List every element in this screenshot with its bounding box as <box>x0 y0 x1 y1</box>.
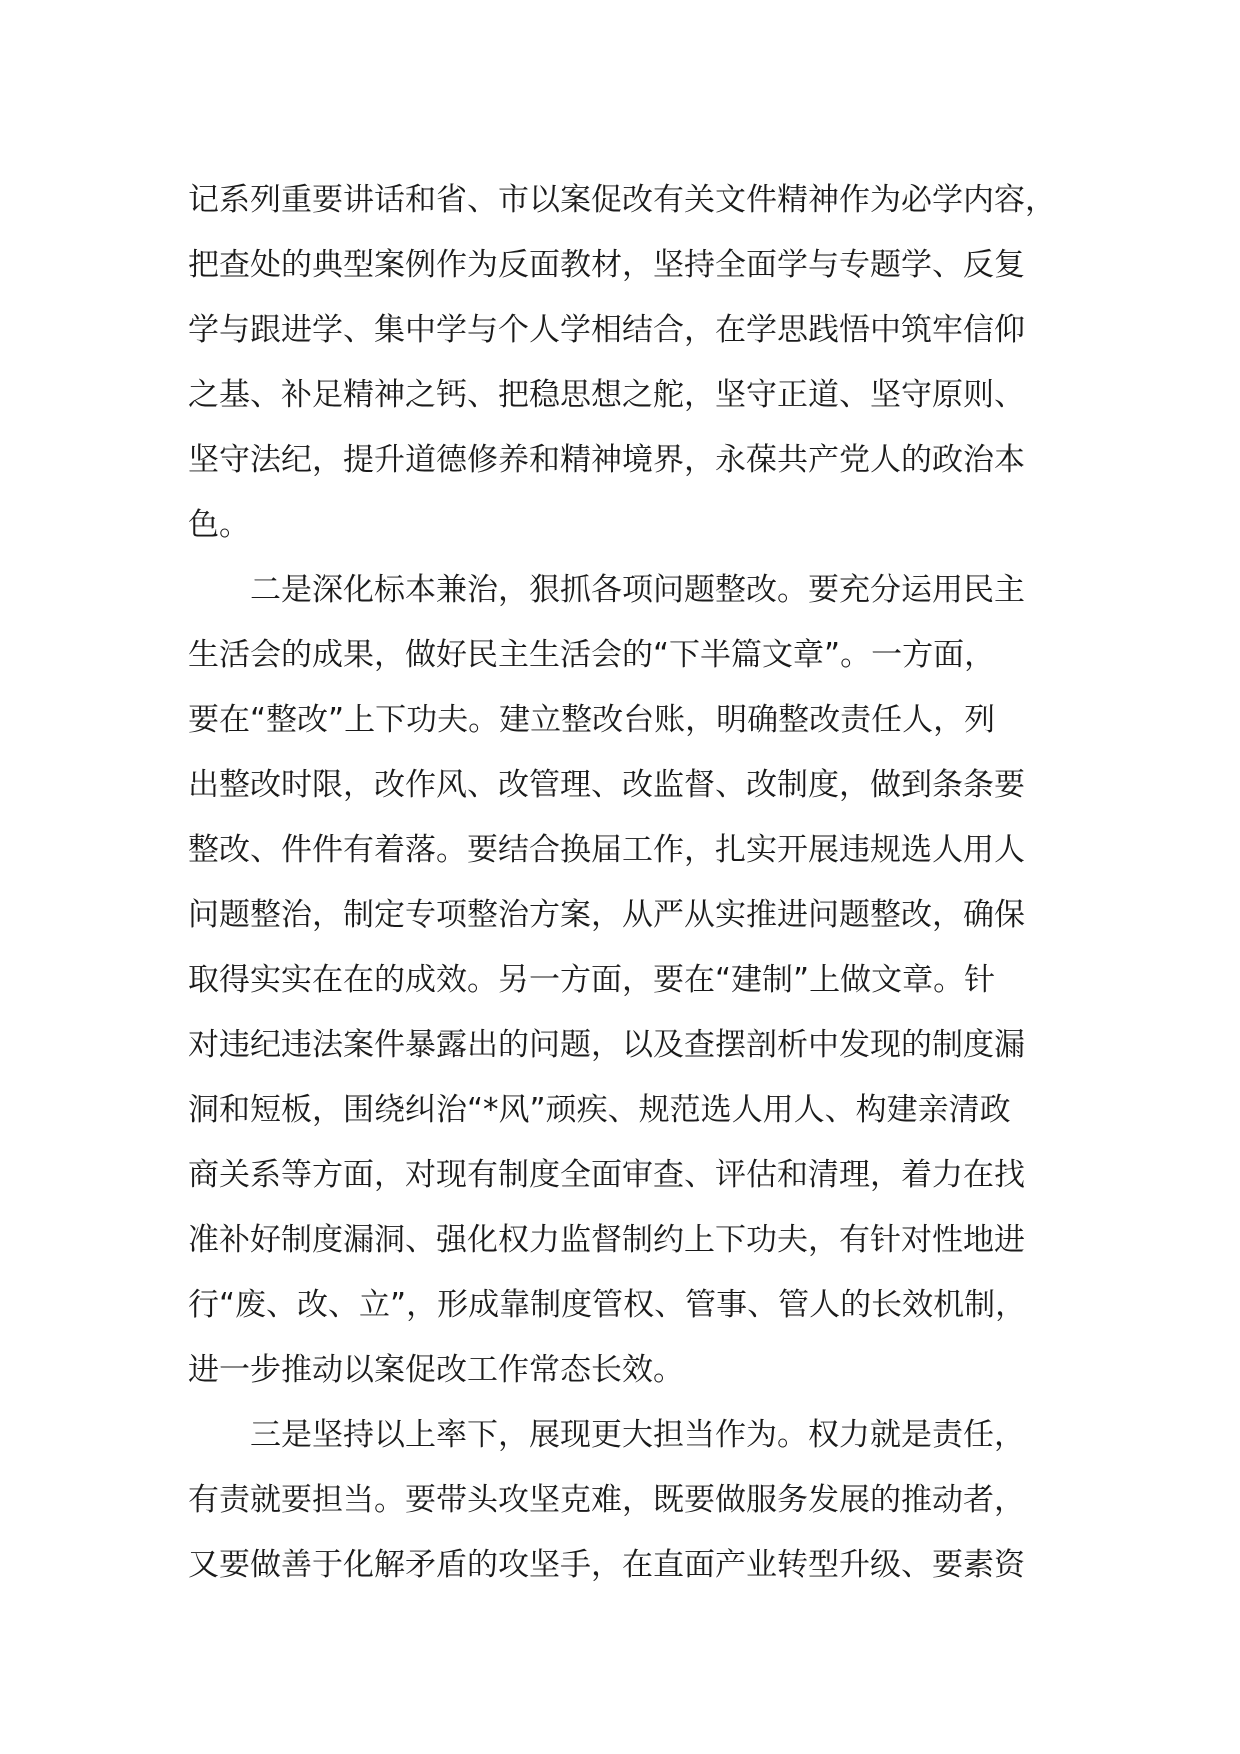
text-line: 把查处的典型案例作为反面教材，坚持全面学与专题学、反复 <box>188 247 1025 283</box>
paragraph-start-line: 三是坚持以上率下，展现更大担当作为。权力就是责任， <box>250 1417 1025 1453</box>
text-line: 之基、补足精神之钙、把稳思想之舵，坚守正道、坚守原则、 <box>188 377 1025 413</box>
text-line: 商关系等方面，对现有制度全面审查、评估和清理，着力在找 <box>188 1157 1025 1193</box>
text-line: 有责就要担当。要带头攻坚克难，既要做服务发展的推动者， <box>188 1482 1025 1518</box>
text-line: 色。 <box>188 507 250 543</box>
text-line: 又要做善于化解矛盾的攻坚手，在直面产业转型升级、要素资 <box>188 1547 1025 1583</box>
text-line: 记系列重要讲话和省、市以案促改有关文件精神作为必学内容， <box>188 182 1056 218</box>
text-line: 对违纪违法案件暴露出的问题，以及查摆剖析中发现的制度漏 <box>188 1027 1025 1063</box>
text-line: 学与跟进学、集中学与个人学相结合，在学思践悟中筑牢信仰 <box>188 312 1025 348</box>
body-text <box>188 168 1068 1598</box>
text-line: 整改、件件有着落。要结合换届工作，扎实开展违规选人用人 <box>188 832 1025 868</box>
text-line: 问题整治，制定专项整治方案，从严从实推进问题整改，确保 <box>188 897 1025 933</box>
text-line: 准补好制度漏洞、强化权力监督制约上下功夫，有针对性地进 <box>188 1222 1025 1258</box>
text-line: 生活会的成果，做好民主生活会的“下半篇文章”。一方面， <box>188 637 996 673</box>
text-line: 取得实实在在的成效。另一方面，要在“建制”上做文章。针 <box>188 962 996 998</box>
paragraph-start-line: 二是深化标本兼治，狠抓各项问题整改。要充分运用民主 <box>250 572 1025 608</box>
text-line: 洞和短板，围绕纠治“*风”顽疾、规范选人用人、构建亲清政 <box>188 1092 1011 1128</box>
text-line: 行“废、改、立”，形成靠制度管权、管事、管人的长效机制， <box>188 1287 1027 1323</box>
text-line: 坚守法纪，提升道德修养和精神境界，永葆共产党人的政治本 <box>188 442 1025 478</box>
text-line: 要在“整改”上下功夫。建立整改台账，明确整改责任人，列 <box>188 702 996 738</box>
text-line: 出整改时限，改作风、改管理、改监督、改制度，做到条条要 <box>188 767 1025 803</box>
text-line: 进一步推动以案促改工作常态长效。 <box>188 1352 684 1388</box>
